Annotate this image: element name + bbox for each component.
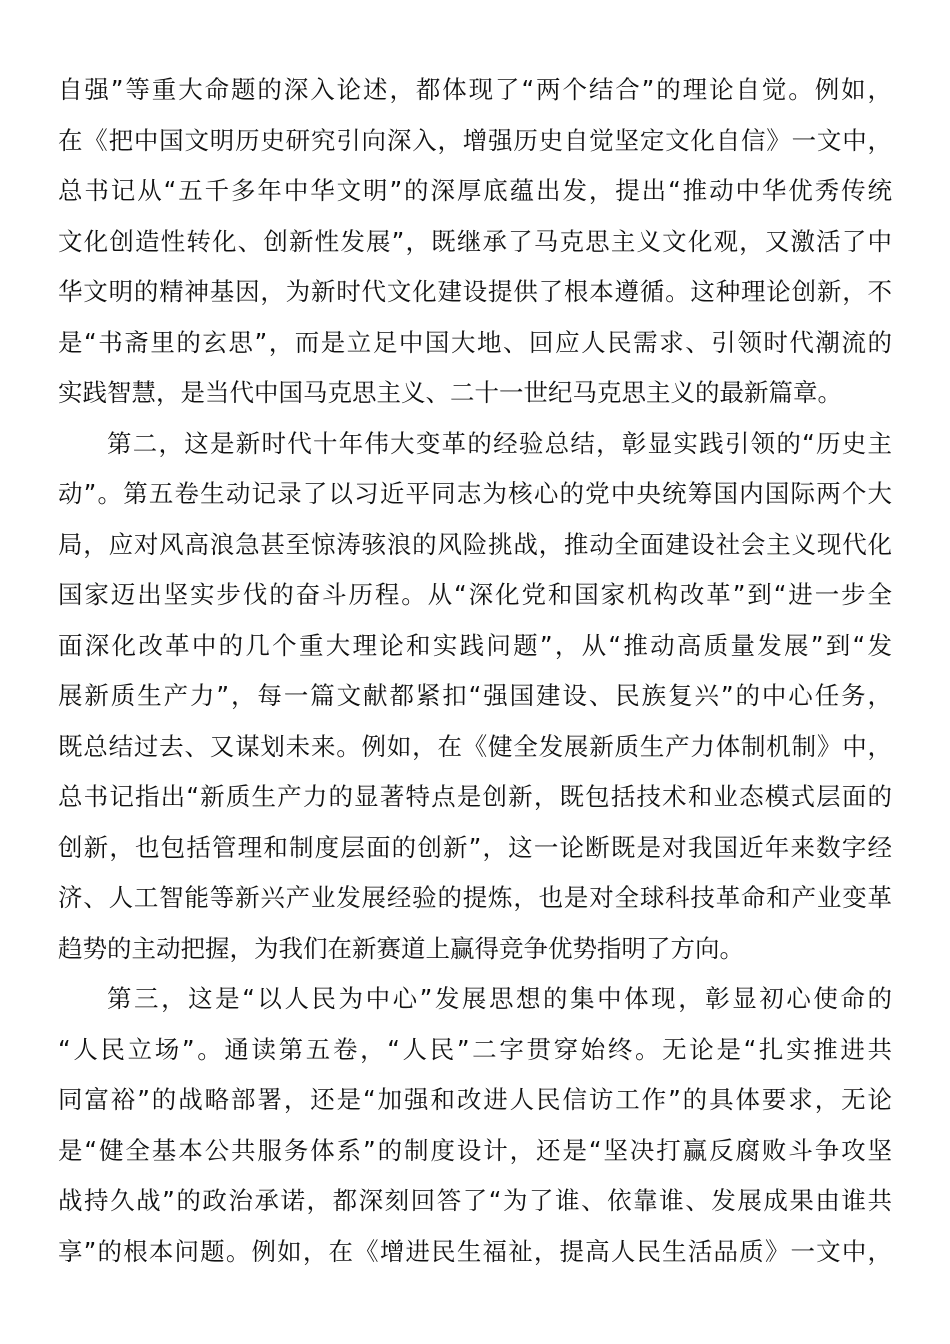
text-line: 第二，这是新时代十年伟大变革的经验总结，彰显实践引领的“历史主: [107, 428, 892, 458]
text-line: 是“健全基本公共服务体系”的制度设计，还是“坚决打赢反腐败斗争攻坚: [58, 1135, 892, 1165]
text-line: 既总结过去、又谋划未来。例如，在《健全发展新质生产力体制机制》中，: [58, 731, 892, 761]
text-line: 自强”等重大命题的深入论述，都体现了“两个结合”的理论自觉。例如，: [58, 75, 892, 104]
text-line: 同富裕”的战略部署，还是“加强和改进人民信访工作”的具体要求，无论: [58, 1085, 892, 1114]
text-line: 总书记从“五千多年中华文明”的深厚底蕴出发，提出“推动中华优秀传统: [58, 176, 892, 205]
text-line: 文化创造性转化、创新性发展”，既继承了马克思主义文化观，又激活了中: [58, 226, 892, 256]
text-line: 第三，这是“以人民为中心”发展思想的集中体现，彰显初心使命的: [107, 984, 892, 1013]
text-line: 是“书斋里的玄思”，而是立足中国大地、回应人民需求、引领时代潮流的: [58, 327, 892, 357]
text-line: 总书记指出“新质生产力的显著特点是创新，既包括技术和业态模式层面的: [58, 782, 892, 811]
text-line: 战持久战”的政治承诺，都深刻回答了“为了谁、依靠谁、发展成果由谁共: [58, 1186, 892, 1215]
text-line: 在《把中国文明历史研究引向深入，增强历史自觉坚定文化自信》一文中，: [58, 125, 892, 155]
text-line: 面深化改革中的几个重大理论和实践问题”，从“推动高质量发展”到“发: [58, 630, 892, 660]
text-line: 动”。第五卷生动记录了以习近平同志为核心的党中央统筹国内国际两个大: [58, 479, 892, 508]
text-line: 趋势的主动把握，为我们在新赛道上赢得竞争优势指明了方向。: [58, 933, 744, 963]
text-line: 享”的根本问题。例如，在《增进民生福祉，提高人民生活品质》一文中，: [58, 1236, 892, 1266]
text-line: 局，应对风高浪急甚至惊涛骇浪的风险挑战，推动全面建设社会主义现代化: [58, 529, 892, 559]
text-line: 济、人工智能等新兴产业发展经验的提炼，也是对全球科技革命和产业变革: [58, 883, 892, 912]
text-line: 华文明的精神基因，为新时代文化建设提供了根本遵循。这种理论创新，不: [58, 277, 892, 306]
text-line: 创新，也包括管理和制度层面的创新”，这一论断既是对我国近年来数字经: [58, 832, 892, 862]
body-text: [58, 65, 892, 1277]
text-line: 展新质生产力”，每一篇文献都紧扣“强国建设、民族复兴”的中心任务，: [58, 681, 892, 710]
text-line: “人民立场”。通读第五卷，“人民”二字贯穿始终。无论是“扎实推进共: [58, 1034, 892, 1064]
text-line: 实践智慧，是当代中国马克思主义、二十一世纪马克思主义的最新篇章。: [58, 378, 842, 407]
text-line: 国家迈出坚实步伐的奋斗历程。从“深化党和国家机构改革”到“进一步全: [58, 580, 892, 609]
